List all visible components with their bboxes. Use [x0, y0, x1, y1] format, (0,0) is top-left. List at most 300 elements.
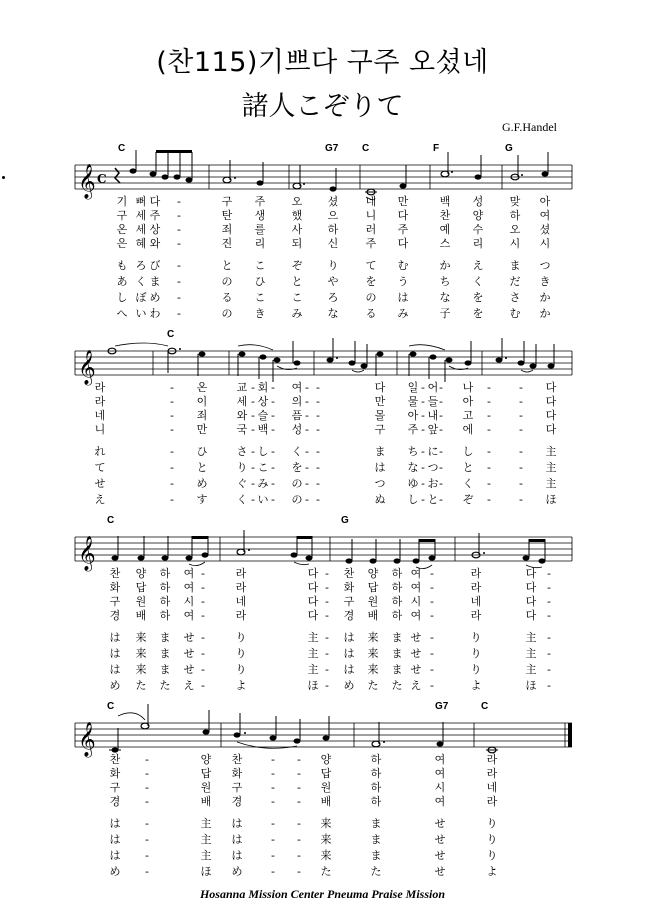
lyric-syllable: 하 — [159, 567, 171, 580]
lyric-syllable: 구 — [116, 209, 128, 222]
lyric-syllable: - — [430, 595, 434, 608]
lyric-syllable: - — [547, 631, 551, 644]
lyric-syllable: - — [547, 679, 551, 692]
lyric-syllable: - — [439, 409, 443, 422]
lyric-syllable: 主 — [200, 817, 212, 830]
lyric-syllable: - — [271, 423, 275, 436]
lyric-syllable: ま — [391, 647, 403, 660]
lyric-syllable: - — [325, 567, 329, 580]
lyric-line-jp-4 — [75, 679, 572, 693]
lyric-syllable: ほ — [200, 865, 212, 878]
lyric-syllable: 하 — [159, 581, 171, 594]
lyric-syllable: び — [149, 259, 161, 272]
lyric-syllable: - — [316, 423, 320, 436]
lyric-syllable: し — [257, 445, 269, 458]
lyric-syllable: 여 — [183, 609, 195, 622]
lyric-syllable: め — [109, 865, 121, 878]
lyric-line-jp-4 — [75, 493, 572, 507]
svg-text:𝄞: 𝄞 — [78, 536, 96, 571]
lyric-syllable: - — [297, 795, 301, 808]
lyric-syllable: 이 — [196, 395, 208, 408]
lyric-syllable: 화 — [231, 767, 243, 780]
lyric-syllable: と — [291, 275, 303, 288]
lyric-syllable: の — [365, 291, 377, 304]
lyric-syllable: ま — [370, 833, 382, 846]
lyric-syllable: て — [94, 461, 106, 474]
lyric-syllable: は — [109, 849, 121, 862]
lyric-syllable: 와 — [149, 237, 161, 250]
lyric-syllable: 답 — [320, 767, 332, 780]
lyric-syllable: と — [221, 259, 233, 272]
lyric-syllable: り — [486, 833, 498, 846]
lyric-syllable: 온 — [116, 223, 128, 236]
lyric-syllable: 했 — [291, 209, 303, 222]
lyric-syllable: は — [343, 647, 355, 660]
lyric-syllable: 하 — [370, 795, 382, 808]
lyric-syllable: 혜 — [135, 237, 147, 250]
lyric-syllable: - — [430, 567, 434, 580]
lyric-syllable: 主 — [545, 477, 557, 490]
lyric-syllable: - — [297, 849, 301, 862]
lyric-syllable: - — [325, 663, 329, 676]
lyric-syllable: 경 — [343, 609, 355, 622]
lyric-syllable: 라 — [235, 567, 247, 580]
lyric-syllable: を — [472, 291, 484, 304]
lyric-syllable: 하 — [327, 223, 339, 236]
lyric-syllable: - — [316, 395, 320, 408]
lyric-syllable: - — [201, 595, 205, 608]
chord-symbol: C — [362, 143, 370, 154]
lyric-syllable: - — [305, 445, 309, 458]
lyric-syllable: 다 — [397, 237, 409, 250]
lyric-syllable: 주 — [149, 209, 161, 222]
lyric-syllable: 다 — [307, 595, 319, 608]
lyric-syllable: い — [135, 307, 147, 320]
lyric-syllable: 양 — [367, 567, 379, 580]
lyric-syllable: 답 — [135, 581, 147, 594]
lyric-syllable: と — [427, 493, 439, 506]
lyric-syllable: は — [343, 631, 355, 644]
lyric-line-jp-1 — [75, 631, 572, 645]
lyric-syllable: - — [251, 461, 255, 474]
lyric-syllable: 라 — [486, 767, 498, 780]
lyric-syllable: - — [305, 477, 309, 490]
lyric-syllable: 다 — [374, 381, 386, 394]
lyric-syllable: - — [439, 395, 443, 408]
lyric-syllable: - — [177, 209, 181, 222]
margin-dot — [2, 176, 5, 179]
lyric-syllable: - — [251, 477, 255, 490]
lyric-syllable: 아 — [539, 195, 551, 208]
lyric-syllable: - — [201, 567, 205, 580]
lyric-syllable: - — [316, 381, 320, 394]
lyric-syllable: 어 — [427, 381, 439, 394]
lyric-syllable: お — [427, 477, 439, 490]
lyric-syllable: - — [487, 493, 491, 506]
lyric-syllable: 고 — [462, 409, 474, 422]
lyric-syllable: - — [177, 307, 181, 320]
lyric-syllable: - — [325, 679, 329, 692]
lyric-syllable: み — [397, 307, 409, 320]
lyric-syllable: 주 — [397, 223, 409, 236]
lyric-syllable: - — [519, 395, 523, 408]
lyric-syllable: - — [177, 259, 181, 272]
lyric-syllable: - — [201, 679, 205, 692]
lyric-syllable: き — [254, 307, 266, 320]
lyric-syllable: 생 — [254, 209, 266, 222]
lyric-syllable: 다 — [525, 609, 537, 622]
lyric-syllable: 아 — [407, 409, 419, 422]
lyric-syllable: く — [135, 275, 147, 288]
lyric-syllable: 主 — [545, 445, 557, 458]
lyric-syllable: - — [170, 381, 174, 394]
lyric-syllable: し — [462, 445, 474, 458]
lyric-syllable: 몰 — [374, 409, 386, 422]
lyric-syllable: つ — [539, 259, 551, 272]
lyric-syllable: - — [439, 423, 443, 436]
lyric-syllable: 교 — [236, 381, 248, 394]
lyric-syllable: - — [430, 679, 434, 692]
lyric-syllable: 来 — [320, 817, 332, 830]
lyric-syllable: 배 — [320, 795, 332, 808]
lyric-syllable: - — [145, 795, 149, 808]
lyric-syllable: 主 — [307, 631, 319, 644]
lyric-syllable: - — [316, 493, 320, 506]
lyric-syllable: り — [236, 461, 248, 474]
lyric-syllable: 来 — [135, 663, 147, 676]
lyric-syllable: - — [145, 849, 149, 862]
lyric-syllable: 다 — [525, 581, 537, 594]
lyric-syllable: - — [305, 423, 309, 436]
lyric-syllable: - — [170, 477, 174, 490]
lyric-syllable: ま — [149, 275, 161, 288]
lyric-line-ko-1 — [75, 195, 572, 209]
lyric-syllable: 맞 — [509, 195, 521, 208]
lyric-syllable: 다 — [545, 395, 557, 408]
lyric-syllable: - — [519, 477, 523, 490]
lyric-syllable: 수 — [472, 223, 484, 236]
lyric-syllable: 니 — [365, 209, 377, 222]
lyric-syllable: の — [291, 493, 303, 506]
lyric-syllable: か — [439, 259, 451, 272]
lyric-syllable: - — [430, 647, 434, 660]
lyric-syllable: - — [145, 865, 149, 878]
lyric-line-ko-3 — [75, 595, 572, 609]
lyric-syllable: 오 — [291, 195, 303, 208]
lyric-syllable: - — [487, 423, 491, 436]
lyric-syllable: - — [251, 381, 255, 394]
lyric-syllable: 시 — [410, 595, 422, 608]
lyric-syllable: - — [421, 445, 425, 458]
lyric-syllable: 来 — [320, 833, 332, 846]
lyric-syllable: - — [487, 477, 491, 490]
lyric-syllable: 다 — [307, 567, 319, 580]
lyric-syllable: 다 — [545, 423, 557, 436]
lyric-syllable: つ — [374, 477, 386, 490]
lyric-syllable: は — [343, 663, 355, 676]
lyric-syllable: 사 — [291, 223, 303, 236]
lyric-syllable: は — [374, 461, 386, 474]
lyric-syllable: 구 — [109, 781, 121, 794]
lyric-syllable: 다 — [545, 409, 557, 422]
lyric-syllable: 일 — [407, 381, 419, 394]
lyric-syllable: - — [421, 493, 425, 506]
lyric-syllable: - — [297, 865, 301, 878]
lyric-syllable: 여 — [434, 753, 446, 766]
lyric-syllable: く — [291, 445, 303, 458]
lyric-syllable: む — [397, 259, 409, 272]
lyric-syllable: は — [109, 817, 121, 830]
lyric-syllable: 만 — [397, 195, 409, 208]
lyric-syllable: 죄 — [196, 409, 208, 422]
lyric-syllable: - — [305, 493, 309, 506]
lyric-syllable: す — [196, 493, 208, 506]
lyric-syllable: - — [421, 395, 425, 408]
lyric-line-ko-1 — [75, 567, 572, 581]
chord-symbol: G7 — [435, 701, 449, 712]
lyric-syllable: 스 — [439, 237, 451, 250]
chord-symbol: C — [167, 329, 175, 340]
lyric-syllable: - — [430, 609, 434, 622]
lyric-syllable: 원 — [200, 781, 212, 794]
lyric-syllable: 네 — [365, 195, 377, 208]
lyric-syllable: 라 — [235, 609, 247, 622]
lyric-syllable: り — [235, 647, 247, 660]
lyric-syllable: - — [177, 195, 181, 208]
lyric-syllable: 来 — [367, 663, 379, 676]
lyric-syllable: 여 — [183, 567, 195, 580]
lyric-syllable: 온 — [196, 381, 208, 394]
lyric-syllable: 회 — [257, 381, 269, 394]
lyric-syllable: く — [472, 275, 484, 288]
lyric-syllable: - — [325, 595, 329, 608]
lyric-syllable: - — [145, 817, 149, 830]
lyric-syllable: - — [305, 395, 309, 408]
lyric-syllable: つ — [427, 461, 439, 474]
lyric-syllable: - — [547, 609, 551, 622]
lyric-syllable: - — [487, 445, 491, 458]
lyric-syllable: - — [251, 423, 255, 436]
lyric-syllable: - — [251, 445, 255, 458]
lyric-syllable: た — [320, 865, 332, 878]
lyric-syllable: 구 — [374, 423, 386, 436]
lyric-syllable: 라 — [470, 609, 482, 622]
lyric-syllable: - — [439, 445, 443, 458]
lyric-syllable: - — [421, 423, 425, 436]
lyric-line-ko-4 — [75, 795, 572, 809]
lyric-syllable: 네 — [235, 595, 247, 608]
lyric-syllable: - — [251, 395, 255, 408]
lyric-syllable: 네 — [486, 781, 498, 794]
lyric-syllable: - — [439, 381, 443, 394]
lyric-line-ko-4 — [75, 237, 572, 251]
lyric-syllable: せ — [434, 865, 446, 878]
lyric-syllable: 主 — [525, 631, 537, 644]
lyric-syllable: 주 — [365, 237, 377, 250]
lyric-syllable: な — [407, 461, 419, 474]
lyric-line-jp-1 — [75, 259, 572, 273]
lyric-syllable: は — [231, 817, 243, 830]
lyric-syllable: 오 — [509, 223, 521, 236]
lyric-syllable: め — [149, 291, 161, 304]
lyric-syllable: - — [305, 461, 309, 474]
lyric-syllable: ち — [407, 445, 419, 458]
lyric-syllable: 여 — [410, 581, 422, 594]
lyric-syllable: 찬 — [343, 567, 355, 580]
lyric-syllable: - — [487, 409, 491, 422]
lyric-syllable: 물 — [407, 395, 419, 408]
lyric-syllable: せ — [410, 663, 422, 676]
lyric-syllable: 여 — [410, 567, 422, 580]
lyric-syllable: ぬ — [374, 493, 386, 506]
lyric-syllable: り — [327, 259, 339, 272]
lyric-syllable: - — [305, 409, 309, 422]
lyric-syllable: は — [109, 631, 121, 644]
lyric-syllable: ほ — [307, 679, 319, 692]
chord-symbol: G7 — [325, 143, 339, 154]
lyric-syllable: - — [439, 477, 443, 490]
svg-text:C: C — [97, 172, 107, 186]
lyric-syllable: せ — [183, 663, 195, 676]
lyric-syllable: ち — [439, 275, 451, 288]
chord-symbol: C — [481, 701, 489, 712]
lyric-syllable: - — [271, 381, 275, 394]
lyric-syllable: 주 — [407, 423, 419, 436]
lyric-line-ko-2 — [75, 767, 572, 781]
lyric-syllable: 하 — [391, 609, 403, 622]
lyric-syllable: - — [177, 275, 181, 288]
lyric-syllable: - — [201, 647, 205, 660]
lyric-syllable: 시 — [434, 781, 446, 794]
lyric-syllable: 죄 — [221, 223, 233, 236]
lyric-syllable: 주 — [254, 195, 266, 208]
lyric-syllable: - — [519, 381, 523, 394]
lyric-syllable: せ — [183, 631, 195, 644]
lyric-syllable: こ — [257, 461, 269, 474]
lyric-syllable: 하 — [370, 767, 382, 780]
lyric-syllable: 네 — [94, 409, 106, 422]
lyric-line-jp-2 — [75, 647, 572, 661]
lyric-syllable: - — [439, 461, 443, 474]
lyric-syllable: 화 — [343, 581, 355, 594]
chord-symbol: F — [433, 143, 440, 154]
lyric-syllable: - — [201, 631, 205, 644]
lyric-syllable: 경 — [231, 795, 243, 808]
lyric-syllable: - — [271, 781, 275, 794]
lyric-syllable: 예 — [439, 223, 451, 236]
lyric-syllable: - — [421, 477, 425, 490]
lyric-syllable: か — [539, 307, 551, 320]
lyric-syllable: - — [547, 647, 551, 660]
lyric-syllable: - — [177, 291, 181, 304]
lyric-syllable: 여 — [434, 767, 446, 780]
lyric-line-jp-3 — [75, 849, 572, 863]
lyric-syllable: - — [547, 567, 551, 580]
lyric-line-ko-3 — [75, 409, 572, 423]
lyric-syllable: 구 — [231, 781, 243, 794]
lyric-syllable: こ — [254, 291, 266, 304]
lyric-syllable: 화 — [109, 581, 121, 594]
lyric-syllable: せ — [410, 647, 422, 660]
lyric-syllable: 의 — [291, 395, 303, 408]
lyric-syllable: ぐ — [236, 477, 248, 490]
lyric-syllable: ま — [391, 631, 403, 644]
lyric-syllable: は — [109, 663, 121, 676]
lyric-syllable: - — [316, 445, 320, 458]
lyric-line-jp-3 — [75, 291, 572, 305]
lyric-syllable: う — [397, 275, 409, 288]
lyric-syllable: あ — [116, 275, 128, 288]
lyric-syllable: 구 — [109, 595, 121, 608]
lyric-syllable: 라 — [235, 581, 247, 594]
lyric-syllable: 다 — [525, 567, 537, 580]
lyric-syllable: 세 — [135, 223, 147, 236]
lyric-syllable: や — [327, 275, 339, 288]
lyric-syllable: - — [271, 817, 275, 830]
lyric-syllable: 来 — [135, 647, 147, 660]
lyric-syllable: - — [145, 767, 149, 780]
lyric-syllable: り — [470, 663, 482, 676]
lyric-syllable: 아 — [462, 395, 474, 408]
lyric-line-ko-2 — [75, 395, 572, 409]
lyric-syllable: し — [407, 493, 419, 506]
lyric-syllable: - — [201, 609, 205, 622]
lyric-syllable: 배 — [135, 609, 147, 622]
lyric-syllable: - — [325, 609, 329, 622]
lyric-syllable: 찬 — [109, 753, 121, 766]
lyric-syllable: 기 — [116, 195, 128, 208]
lyric-syllable: - — [519, 445, 523, 458]
lyric-syllable: - — [487, 381, 491, 394]
lyric-syllable: 성 — [472, 195, 484, 208]
lyric-syllable: ぞ — [291, 259, 303, 272]
lyric-syllable: - — [316, 461, 320, 474]
lyric-syllable: ろ — [135, 259, 147, 272]
lyric-syllable: ま — [159, 647, 171, 660]
lyric-syllable: み — [291, 307, 303, 320]
lyric-syllable: - — [170, 493, 174, 506]
lyric-syllable: は — [109, 833, 121, 846]
lyric-syllable: 화 — [109, 767, 121, 780]
lyric-syllable: え — [472, 259, 484, 272]
lyric-syllable: 来 — [367, 631, 379, 644]
lyric-syllable: - — [297, 781, 301, 794]
lyric-syllable: - — [145, 833, 149, 846]
lyric-syllable: - — [325, 647, 329, 660]
lyric-syllable: 러 — [365, 223, 377, 236]
lyric-syllable: 구 — [221, 195, 233, 208]
lyric-syllable: - — [547, 581, 551, 594]
lyric-syllable: 主 — [307, 663, 319, 676]
lyric-syllable: と — [462, 461, 474, 474]
lyric-syllable: 양 — [472, 209, 484, 222]
lyric-syllable: - — [271, 493, 275, 506]
lyric-syllable: 백 — [257, 423, 269, 436]
lyric-syllable: - — [271, 753, 275, 766]
lyric-syllable: へ — [116, 307, 128, 320]
lyric-syllable: よ — [470, 679, 482, 692]
lyric-syllable: く — [236, 493, 248, 506]
lyric-syllable: 와 — [236, 409, 248, 422]
lyric-syllable: ま — [159, 663, 171, 676]
lyric-line-jp-3 — [75, 477, 572, 491]
lyric-syllable: 양 — [135, 567, 147, 580]
lyric-syllable: 来 — [320, 849, 332, 862]
lyric-syllable: 라 — [94, 381, 106, 394]
lyric-syllable: わ — [149, 307, 161, 320]
lyric-syllable: め — [196, 477, 208, 490]
svg-text:𝄞: 𝄞 — [78, 350, 96, 385]
